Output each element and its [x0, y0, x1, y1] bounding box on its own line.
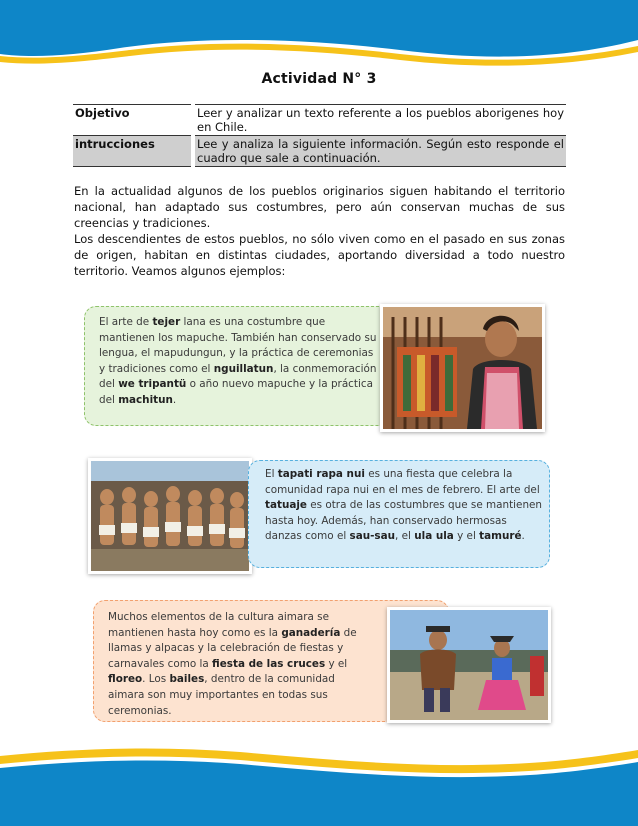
keyword: bailes — [169, 673, 205, 686]
rapa-nui-festival-photo — [88, 458, 252, 574]
objective-text: Leer y analizar un texto referente a los pueblos aborigenes hoy en Chile. — [193, 105, 566, 136]
keyword: we tripantü — [118, 378, 187, 391]
objective-table — [73, 104, 566, 167]
keyword: tapati rapa nui — [277, 468, 365, 480]
page-title: Actividad N° 3 — [261, 71, 377, 87]
aimara-dance-photo — [387, 607, 551, 723]
keyword: sau-sau — [349, 530, 396, 543]
keyword: tatuaje — [265, 499, 307, 512]
footer-wave-decoration — [0, 742, 638, 826]
instructions-text: Lee y analiza la siguiente información. Según esto responde el cuadro que sale a continuación. — [193, 136, 566, 167]
objective-label: Objetivo — [73, 105, 193, 136]
intro-paragraph-1: En la actualidad algunos de los pueblos originarios siguen habitando el territorio nacional, han adaptado sus costumbres, pero aún conservan muchas de sus creencias y tradiciones. — [74, 184, 565, 230]
table-row — [73, 105, 566, 136]
keyword: machitun — [118, 393, 173, 406]
mapuche-card-text: El arte de tejer lana es una costumbre que mantienen los mapuche. También han conservado su lengua, el mapudungun, y la práctica de ceremonias y tradiciones como el nguillatun, la conmemoración del we tripantü o año nuevo mapuche y la práctica del machitun. — [99, 316, 377, 406]
keyword: tamuré — [479, 530, 522, 543]
intro-paragraph-2: Los descendientes de estos pueblos, no sólo viven como en el pasado en sus zonas de origen, habitan en distintas ciudades, aportando diversidad a todo nuestro territorio. Veamos algunos ejemplos: — [74, 232, 565, 278]
keyword: tejer — [152, 316, 181, 328]
instructions-label: intrucciones — [73, 136, 193, 167]
keyword: fiesta de las cruces — [212, 657, 326, 670]
keyword: floreo — [108, 673, 143, 686]
table-row — [73, 136, 566, 167]
rapa-nui-card-text: El tapati rapa nui es una fiesta que celebra la comunidad rapa nui en el mes de febrero. El arte del tatuaje es otra de las costumbres que se mantienen hasta hoy. Además, han conservado hermosas danzas como el sau-sau, el ula ula y el tamuré. — [265, 468, 543, 543]
keyword: ula ula — [414, 530, 454, 543]
keyword: ganadería — [281, 626, 341, 639]
intro-text — [74, 183, 565, 279]
mapuche-weaver-photo — [380, 304, 545, 432]
aimara-card-text: Muchos elementos de la cultura aimara se mantienen hasta hoy como es la ganadería de llamas y alpacas y la celebración de fiestas y carnavales como la fiesta de las cruces y el floreo. Los bailes, dentro de la comunidad aimara son muy importantes en todas sus ceremonias. — [108, 611, 357, 717]
keyword: nguillatun — [213, 362, 274, 375]
rapa-nui-info-card — [248, 460, 550, 568]
